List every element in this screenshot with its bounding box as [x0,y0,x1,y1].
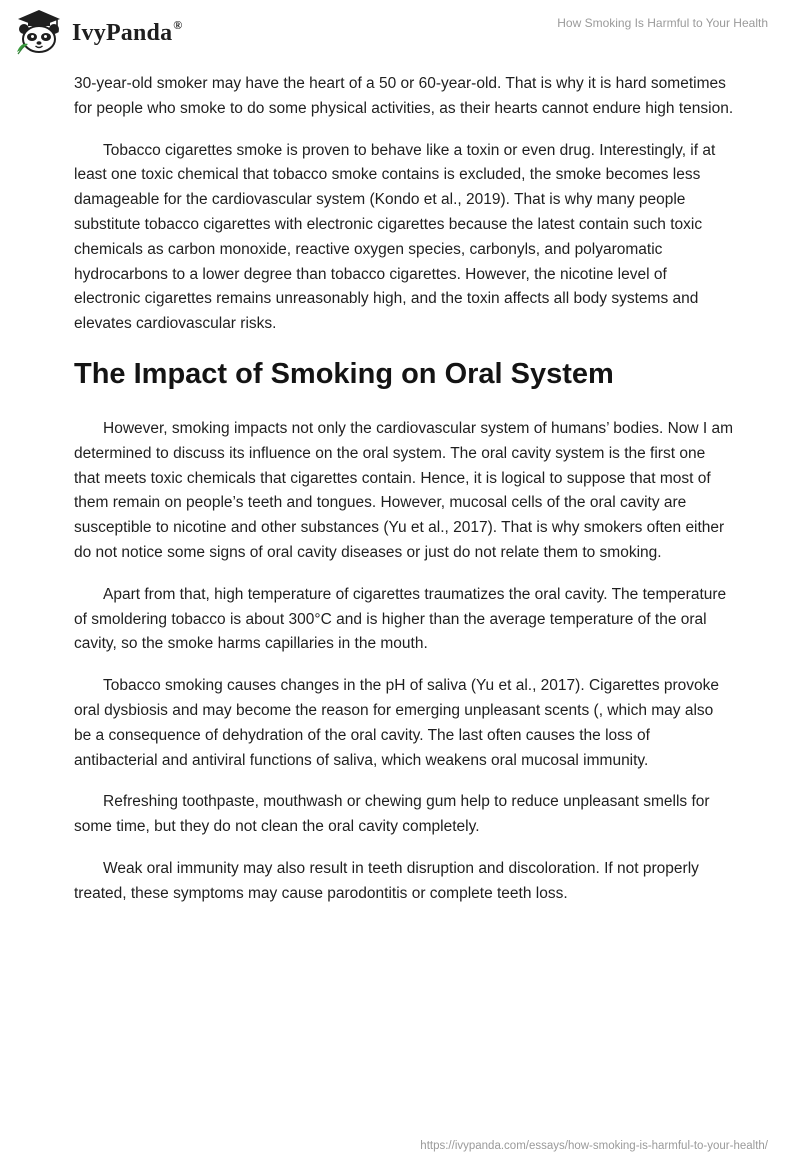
paragraph: However, smoking impacts not only the cardiovascular system of humans’ bodies. Now I am determined to discuss its influence on the oral system. The oral cavity system is the first one that meets toxic chemicals that cigarettes contain. Hence, it is logical to suppose that most of them remain on people’s teeth and tongues. However, mucosal cells of the oral cavity are susceptible to nicotine and other substances (Yu et al., 2017). That is why smokers often either do not notice some signs of oral cavity diseases or just do not relate them to smoking. [74,419,734,561]
paragraph: Apart from that, high temperature of cigarettes traumatizes the oral cavity. The temperature of smoldering tobacco is about 300°C and is higher than the average temperature of the oral cavity, so the smoke harms capillaries in the mouth. [74,585,727,653]
essay-body [74,72,734,924]
section-heading: The Impact of Smoking on Oral System [74,357,614,390]
paragraph: Weak oral immunity may also result in teeth disruption and discoloration. If not properly treated, these symptoms may cause parodontitis or complete teeth loss. [74,859,699,902]
source-url[interactable]: https://ivypanda.com/essays/how-smoking-is-harmful-to-your-health/ [420,1140,768,1152]
paragraph: Refreshing toothpaste, mouthwash or chewing gum help to reduce unpleasant smells for some time, but they do not clean the oral cavity completely. [74,793,710,836]
paragraph: Tobacco cigarettes smoke is proven to behave like a toxin or even drug. Interestingly, if at least one toxic chemical that tobacco smoke contains is excluded, the smoke becomes less damageable for the cardiovascular system (Kondo et al., 2019). That is why many people substitute tobacco cigarettes with electronic cigarettes because the latest contain such toxic chemicals as carbon monoxide, reactive oxygen species, carbonyls, and polyaromatic hydrocarbons to a lower degree than tobacco cigarettes. However, the nicotine level of electronic cigarettes remains unreasonably high, and the toxin affects all body systems and elevates cardiovascular risks. [74,141,716,333]
brand-logo[interactable] [14,8,182,56]
page-header [0,0,800,64]
running-title: How Smoking Is Harmful to Your Health [557,16,768,30]
registered-mark: ® [173,17,183,32]
brand-name: IvyPanda® [72,17,183,46]
paragraph: 30-year-old smoker may have the heart of a 50 or 60-year-old. That is why it is hard sometimes for people who smoke to do some physical activities, as their hearts cannot endure high tension. [74,75,734,117]
panda-logo-icon [14,8,64,56]
paragraph: Tobacco smoking causes changes in the pH of saliva (Yu et al., 2017). Cigarettes provoke oral dysbiosis and may become the reason for emerging unpleasant scents (, which may also be a consequence of dehydration of the oral cavity. The last often causes the loss of antibacterial and antiviral functions of saliva, which weakens oral mucosal immunity. [74,677,720,769]
